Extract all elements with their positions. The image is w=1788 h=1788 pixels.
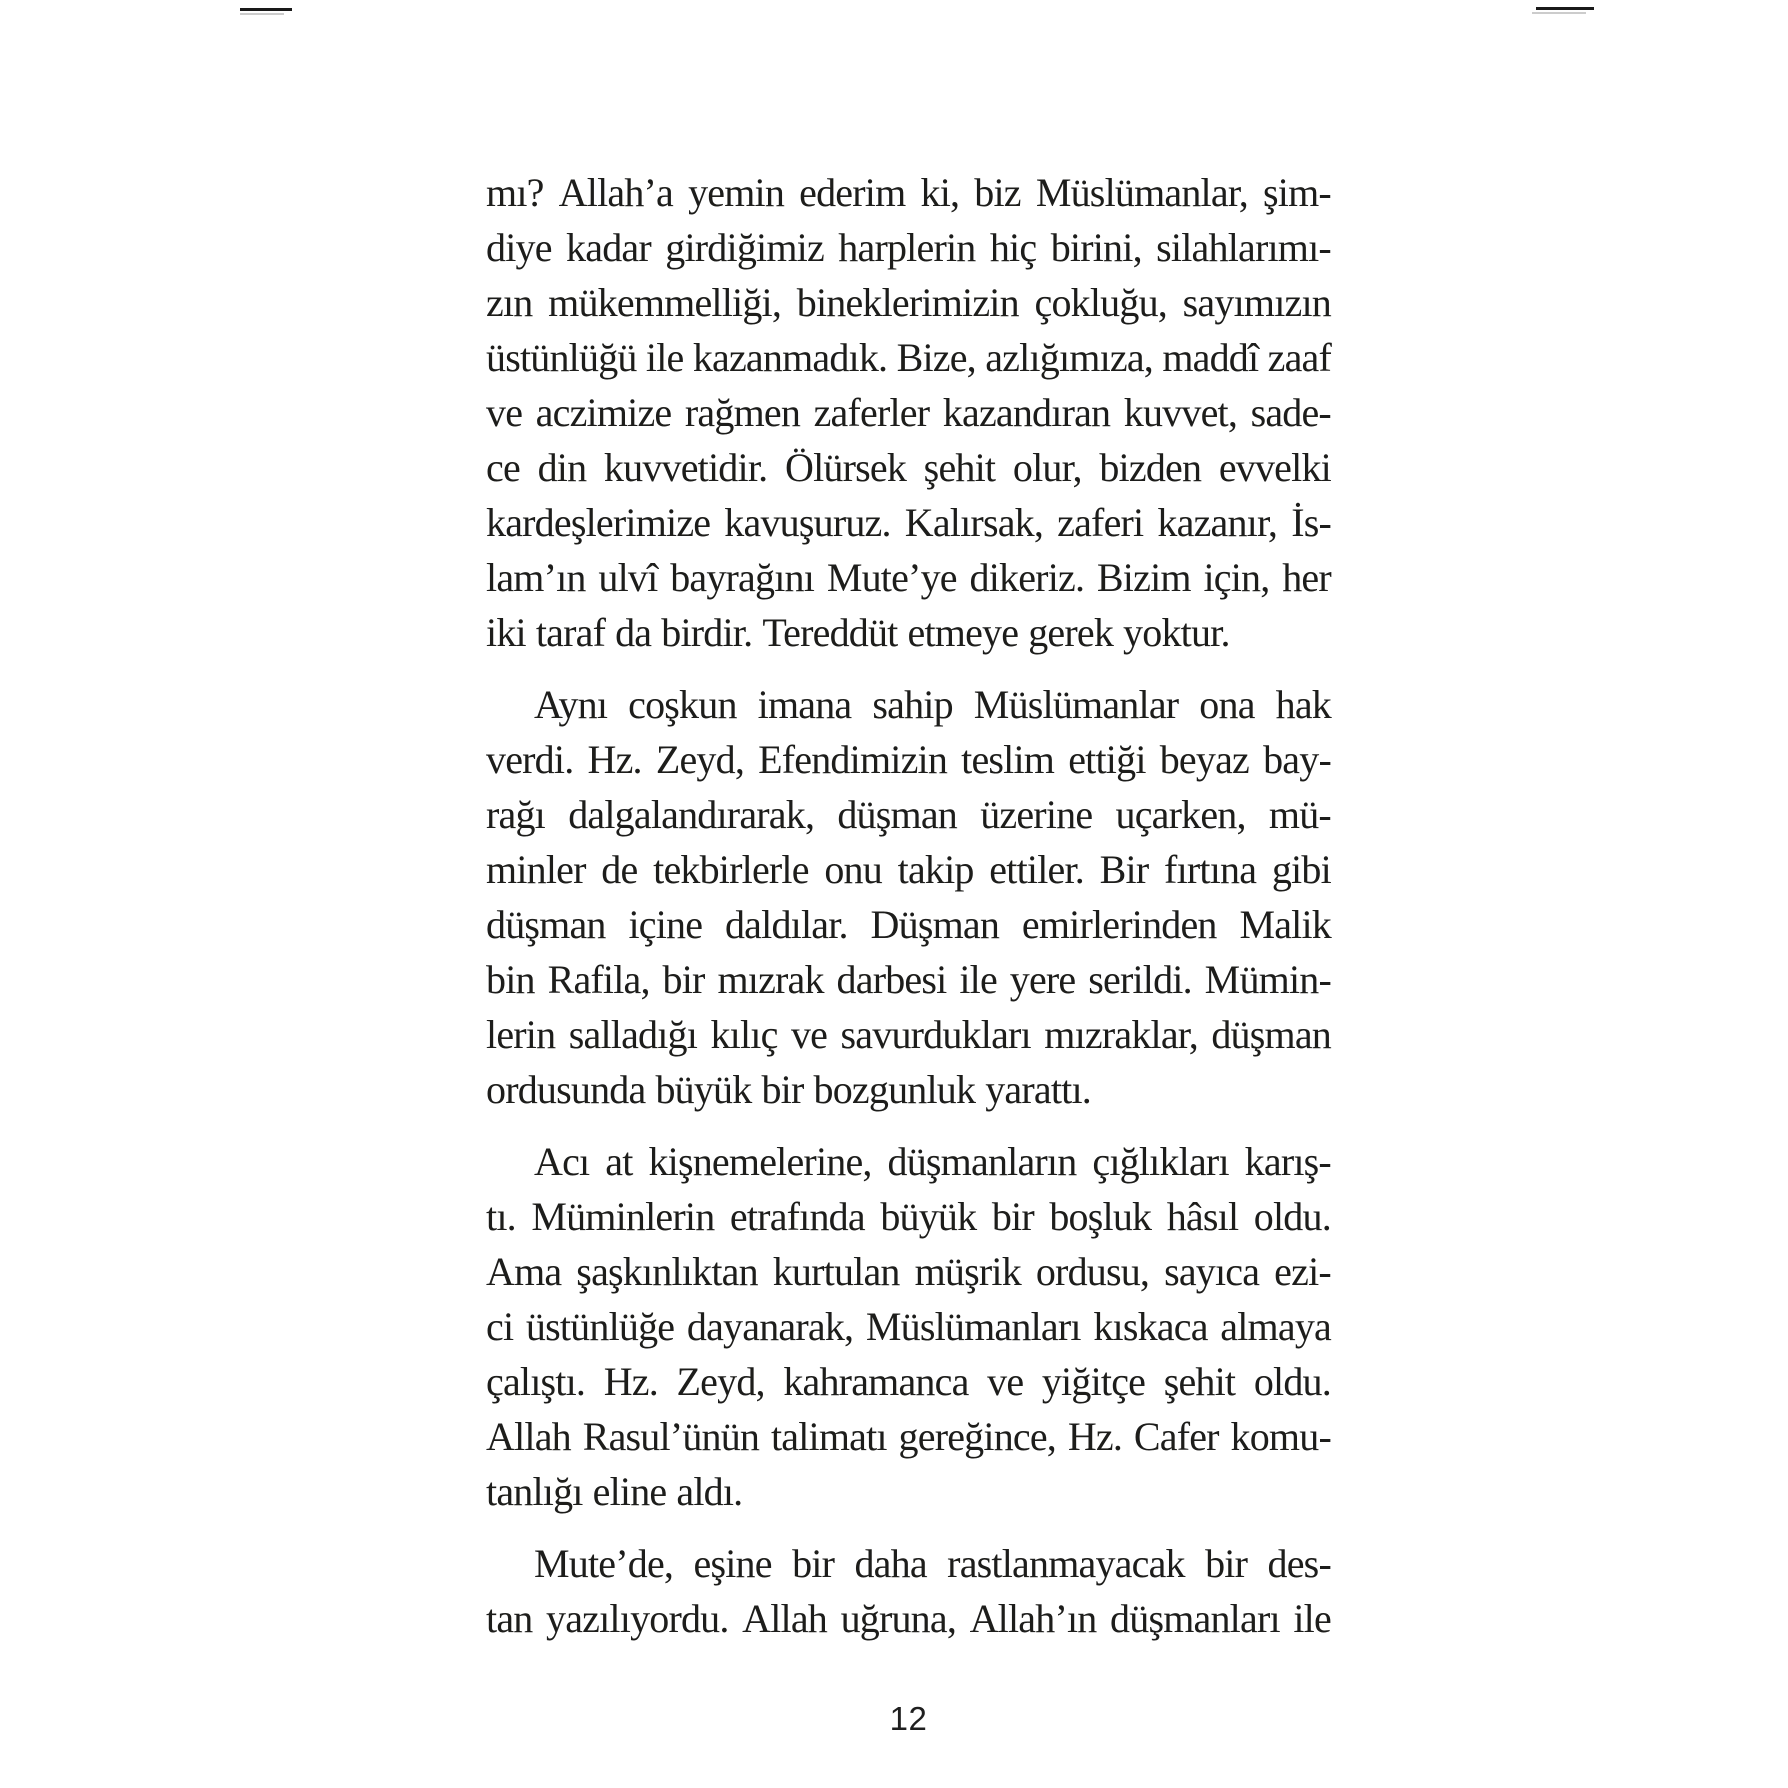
text-line bbox=[486, 1409, 1331, 1464]
word: dikeriz. bbox=[969, 555, 1085, 600]
word: de bbox=[601, 847, 638, 892]
text-line bbox=[486, 605, 1331, 660]
word: bir bbox=[792, 1541, 835, 1586]
word: daldılar. bbox=[724, 902, 848, 947]
word: bizden bbox=[1099, 445, 1202, 490]
word: bir bbox=[991, 1194, 1034, 1239]
word: mükemmelliği, bbox=[548, 280, 782, 325]
word: Mute’ye bbox=[826, 555, 957, 600]
word: lerin bbox=[486, 1012, 556, 1057]
word: çokluğu, bbox=[1034, 280, 1167, 325]
text-line bbox=[486, 1536, 1331, 1591]
word: Allah’a bbox=[558, 170, 674, 215]
word: eline bbox=[592, 1469, 667, 1514]
word: ordusu, bbox=[1035, 1249, 1150, 1294]
word: düşman bbox=[837, 792, 957, 837]
text-line bbox=[486, 440, 1331, 495]
word: kazanır, bbox=[1157, 500, 1278, 545]
text-line bbox=[486, 787, 1331, 842]
word: ve bbox=[987, 1359, 1024, 1404]
word: büyük bbox=[655, 1067, 752, 1112]
word: aczimize bbox=[535, 390, 672, 435]
word: tekbirlerle bbox=[653, 847, 809, 892]
word: hiç bbox=[989, 225, 1037, 270]
word: bir bbox=[662, 957, 705, 1002]
word: düşman bbox=[486, 902, 606, 947]
word: imana bbox=[757, 682, 852, 727]
word: zaferler bbox=[813, 390, 930, 435]
word: komu- bbox=[1230, 1414, 1331, 1459]
word: emirlerinden bbox=[1021, 902, 1217, 947]
word: tı. bbox=[486, 1194, 516, 1239]
word: Hz. bbox=[587, 737, 642, 782]
text-line bbox=[486, 842, 1331, 897]
word: ile bbox=[645, 335, 684, 380]
text-line bbox=[486, 1134, 1331, 1189]
word: gibi bbox=[1271, 847, 1331, 892]
word: dayanarak, bbox=[686, 1304, 854, 1349]
word: des- bbox=[1267, 1541, 1331, 1586]
word: Ölürsek bbox=[784, 445, 907, 490]
word: fırtına bbox=[1164, 847, 1257, 892]
word: gereğince, bbox=[898, 1414, 1056, 1459]
word: Müminlerin bbox=[531, 1194, 715, 1239]
word: rağmen bbox=[684, 390, 801, 435]
word: sahip bbox=[872, 682, 953, 727]
word: uçarken, bbox=[1115, 792, 1246, 837]
page-text bbox=[486, 165, 1331, 1646]
word: daha bbox=[854, 1541, 927, 1586]
word: bineklerimizin bbox=[796, 280, 1019, 325]
word: düşmanları bbox=[1110, 1596, 1280, 1641]
word: yarattı. bbox=[985, 1067, 1091, 1112]
text-line bbox=[486, 1591, 1331, 1646]
word: teslim bbox=[961, 737, 1055, 782]
word: iki bbox=[486, 610, 526, 655]
word: kurtulan bbox=[772, 1249, 900, 1294]
text-line bbox=[486, 330, 1331, 385]
word: da bbox=[615, 610, 652, 655]
text-line bbox=[486, 1244, 1331, 1299]
word: Allah bbox=[486, 1414, 571, 1459]
word: mı? bbox=[486, 170, 544, 215]
page-number: 12 bbox=[889, 1700, 928, 1737]
word: takip bbox=[897, 847, 974, 892]
word: şehit bbox=[923, 445, 996, 490]
word: Acı bbox=[534, 1139, 590, 1184]
word: maddî bbox=[1162, 335, 1259, 380]
word: harplerin bbox=[838, 225, 976, 270]
word: Rafila, bbox=[547, 957, 650, 1002]
word: çığlıkları bbox=[1092, 1139, 1229, 1184]
word: oldu. bbox=[1253, 1194, 1331, 1239]
word: ulvî bbox=[598, 555, 658, 600]
word: ve bbox=[486, 390, 523, 435]
word: gerek bbox=[1028, 610, 1114, 655]
word: ettiği bbox=[1068, 737, 1146, 782]
word: ci bbox=[486, 1304, 514, 1349]
word: büyük bbox=[880, 1194, 977, 1239]
word: Bir bbox=[1099, 847, 1149, 892]
word: Efendimizin bbox=[758, 737, 948, 782]
word: yere bbox=[1009, 957, 1076, 1002]
text-line bbox=[486, 897, 1331, 952]
word: talimatı bbox=[770, 1414, 887, 1459]
text-line bbox=[486, 677, 1331, 732]
word: zaaf bbox=[1267, 335, 1331, 380]
word: düşmanların bbox=[887, 1139, 1077, 1184]
word: ona bbox=[1199, 682, 1255, 727]
top-left-mark-light-rule bbox=[240, 13, 284, 15]
word: bayrağını bbox=[670, 555, 815, 600]
word: din bbox=[537, 445, 587, 490]
word: hâsıl bbox=[1166, 1194, 1239, 1239]
word: mü- bbox=[1268, 792, 1331, 837]
word: boşluk bbox=[1049, 1194, 1152, 1239]
word: bay- bbox=[1263, 737, 1331, 782]
word: kuvvetidir. bbox=[603, 445, 768, 490]
text-line bbox=[486, 732, 1331, 787]
word: Hz. bbox=[1067, 1414, 1123, 1459]
word: düşman bbox=[1211, 1012, 1331, 1057]
word: Tereddüt bbox=[762, 610, 898, 655]
word: tanlığı bbox=[486, 1469, 583, 1514]
word: aldı. bbox=[676, 1469, 743, 1514]
text-line bbox=[486, 1007, 1331, 1062]
text-line bbox=[486, 1062, 1331, 1117]
word: ederim bbox=[799, 170, 906, 215]
word: üstünlüğe bbox=[525, 1304, 675, 1349]
paragraph bbox=[486, 677, 1331, 1117]
word: Allah’ın bbox=[969, 1596, 1097, 1641]
word: darbesi bbox=[836, 957, 947, 1002]
word: için, bbox=[1203, 555, 1270, 600]
word: ki, bbox=[920, 170, 960, 215]
text-line bbox=[486, 1354, 1331, 1409]
word: kıskaca bbox=[1093, 1304, 1208, 1349]
word: yoktur. bbox=[1123, 610, 1230, 655]
word: dalgalandırarak, bbox=[568, 792, 815, 837]
word: bozgunluk bbox=[813, 1067, 976, 1112]
word: Zeyd, bbox=[676, 1359, 765, 1404]
word: beyaz bbox=[1159, 737, 1249, 782]
word: coşkun bbox=[628, 682, 737, 727]
word: etmeye bbox=[907, 610, 1019, 655]
word: zın bbox=[486, 280, 533, 325]
word: Malik bbox=[1239, 902, 1331, 947]
word: Aynı bbox=[534, 682, 608, 727]
word: ile bbox=[1293, 1596, 1331, 1641]
word: diye bbox=[486, 225, 552, 270]
text-line bbox=[486, 1189, 1331, 1244]
word: üstünlüğü bbox=[486, 335, 637, 380]
top-right-mark-light-rule bbox=[1532, 12, 1586, 14]
word: verdi. bbox=[486, 737, 574, 782]
word: evvelki bbox=[1218, 445, 1331, 490]
word: ce bbox=[486, 445, 520, 490]
word: onu bbox=[824, 847, 882, 892]
text-line bbox=[486, 550, 1331, 605]
word: kahramanca bbox=[783, 1359, 969, 1404]
word: girdiğimiz bbox=[665, 225, 824, 270]
word: kadar bbox=[566, 225, 651, 270]
word: eşine bbox=[693, 1541, 772, 1586]
word: çalıştı. bbox=[486, 1359, 586, 1404]
word: kişnemelerine, bbox=[648, 1139, 872, 1184]
word: Rasul’ünün bbox=[582, 1414, 760, 1459]
word: at bbox=[605, 1139, 633, 1184]
word: İs- bbox=[1291, 500, 1331, 545]
word: Mute’de, bbox=[534, 1541, 674, 1586]
text-line bbox=[486, 1464, 1331, 1519]
word: ettiler. bbox=[989, 847, 1084, 892]
text-line bbox=[486, 275, 1331, 330]
word: şim- bbox=[1263, 170, 1331, 215]
word: hak bbox=[1275, 682, 1331, 727]
word: yiğitçe bbox=[1041, 1359, 1146, 1404]
word: bir bbox=[1205, 1541, 1248, 1586]
word: kılıç bbox=[710, 1012, 778, 1057]
word: sayımızın bbox=[1182, 280, 1331, 325]
word: silahlarımı- bbox=[1156, 225, 1331, 270]
word: lam’ın bbox=[486, 555, 586, 600]
word: kazanmadık. bbox=[692, 335, 888, 380]
word: Düşman bbox=[870, 902, 1000, 947]
word: kardeşlerimize bbox=[486, 500, 711, 545]
word: karış- bbox=[1244, 1139, 1331, 1184]
word: olur, bbox=[1012, 445, 1082, 490]
word: üzerine bbox=[980, 792, 1093, 837]
word: birdir. bbox=[661, 610, 753, 655]
word: uğruna, bbox=[840, 1596, 957, 1641]
word: sayıca bbox=[1164, 1249, 1260, 1294]
word: Müslümanlar bbox=[973, 682, 1179, 727]
word: birini, bbox=[1050, 225, 1142, 270]
word: minler bbox=[486, 847, 586, 892]
word: içine bbox=[628, 902, 703, 947]
word: şaşkınlıktan bbox=[576, 1249, 758, 1294]
word: ordusunda bbox=[486, 1067, 646, 1112]
word: Allah bbox=[742, 1596, 828, 1641]
text-line bbox=[486, 220, 1331, 275]
word: biz bbox=[974, 170, 1021, 215]
text-line bbox=[486, 495, 1331, 550]
word: salladığı bbox=[568, 1012, 698, 1057]
word: mızrak bbox=[717, 957, 824, 1002]
text-line bbox=[486, 385, 1331, 440]
word: oldu. bbox=[1253, 1359, 1331, 1404]
text-line bbox=[486, 952, 1331, 1007]
paragraph bbox=[486, 1536, 1331, 1646]
word: Mümin- bbox=[1204, 957, 1331, 1002]
word: şehit bbox=[1163, 1359, 1236, 1404]
word: kavuşuruz. bbox=[724, 500, 891, 545]
word: kazandıran bbox=[942, 390, 1111, 435]
word: Cafer bbox=[1133, 1414, 1219, 1459]
word: Ama bbox=[486, 1249, 562, 1294]
word: Müslümanları bbox=[865, 1304, 1081, 1349]
word: yazılıyordu. bbox=[546, 1596, 729, 1641]
word: Bizim bbox=[1096, 555, 1191, 600]
word: bin bbox=[486, 957, 535, 1002]
word: mızraklar, bbox=[1044, 1012, 1198, 1057]
word: her bbox=[1282, 555, 1331, 600]
top-right-mark-dark-rule bbox=[1536, 7, 1594, 10]
word: serildi. bbox=[1088, 957, 1192, 1002]
word: almaya bbox=[1220, 1304, 1331, 1349]
top-right-mark bbox=[1536, 7, 1594, 14]
word: etrafında bbox=[729, 1194, 865, 1239]
word: rastlanmayacak bbox=[947, 1541, 1185, 1586]
word: taraf bbox=[535, 610, 606, 655]
word: bir bbox=[761, 1067, 804, 1112]
paragraph bbox=[486, 1134, 1331, 1519]
word: Zeyd, bbox=[655, 737, 745, 782]
word: ile bbox=[959, 957, 997, 1002]
word: sade- bbox=[1250, 390, 1331, 435]
word: kuvvet, bbox=[1123, 390, 1238, 435]
word: Müslümanlar, bbox=[1035, 170, 1248, 215]
top-left-mark-dark-rule bbox=[240, 8, 292, 11]
word: zaferi bbox=[1057, 500, 1144, 545]
word: tan bbox=[486, 1596, 533, 1641]
paragraph bbox=[486, 165, 1331, 660]
word: rağı bbox=[486, 792, 545, 837]
word: azlığımıza, bbox=[985, 335, 1153, 380]
word: müşrik bbox=[914, 1249, 1021, 1294]
word: savurdukları bbox=[840, 1012, 1031, 1057]
word: ve bbox=[790, 1012, 828, 1057]
text-line bbox=[486, 1299, 1331, 1354]
word: Hz. bbox=[603, 1359, 658, 1404]
word: yemin bbox=[688, 170, 785, 215]
word: Kalırsak, bbox=[904, 500, 1044, 545]
top-left-mark bbox=[240, 8, 292, 15]
word: ezi- bbox=[1274, 1249, 1331, 1294]
text-line bbox=[486, 165, 1331, 220]
word: Bize, bbox=[896, 335, 976, 380]
